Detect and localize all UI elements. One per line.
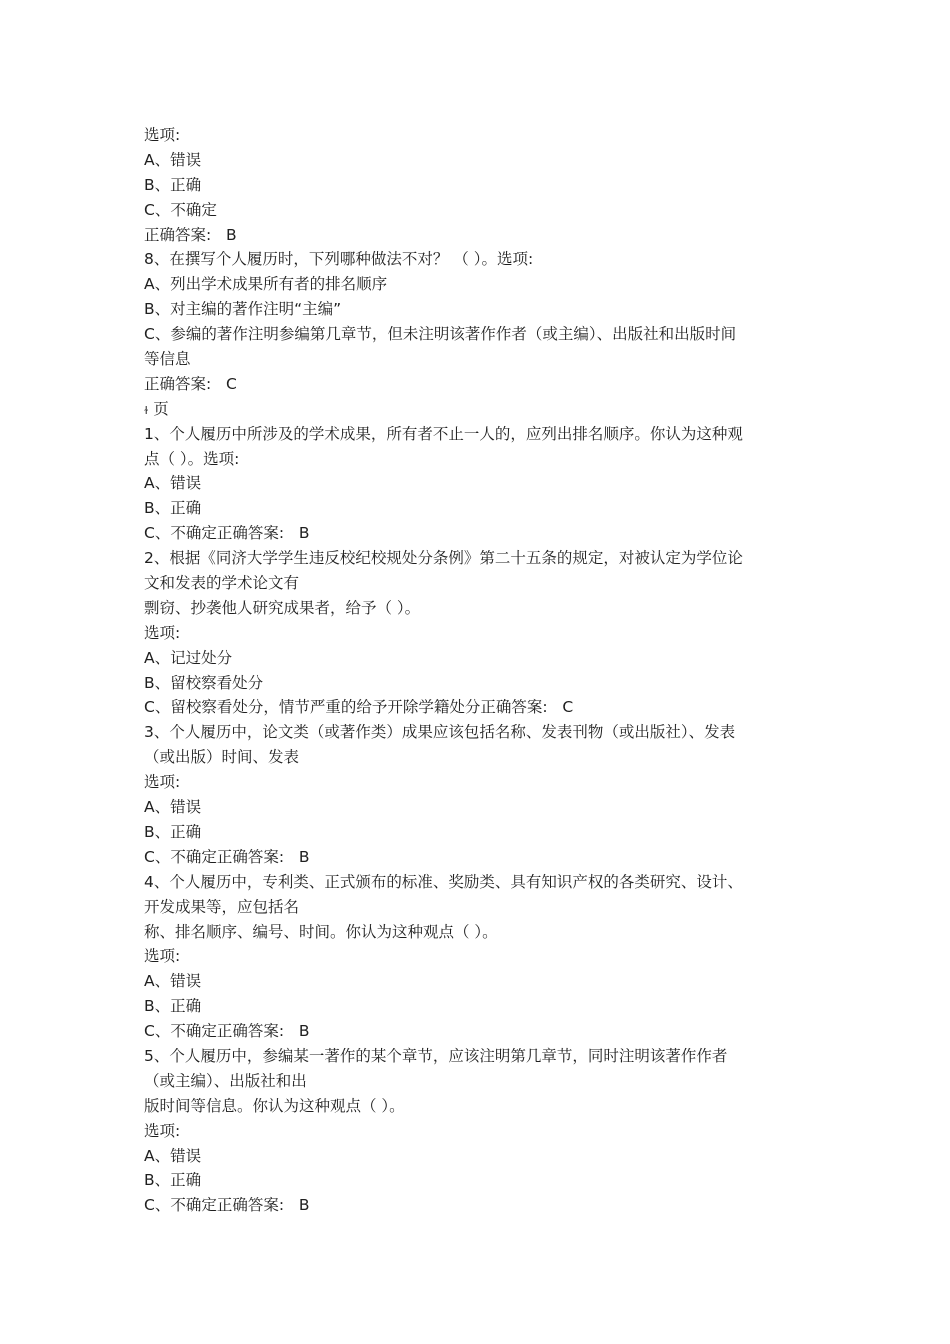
text-line: A、错误 bbox=[144, 972, 202, 991]
text-line: 选项: bbox=[144, 773, 181, 792]
text-line: B、正确 bbox=[144, 175, 202, 194]
text-line: A、列出学术成果所有者的排名顺序 bbox=[144, 275, 388, 294]
page-label: 页 bbox=[153, 399, 169, 418]
text-line: C、参编的著作注明参编第几章节，但未注明该著作作者（或主编）、出版社和出版时间 bbox=[144, 325, 737, 344]
text-line: 选项: bbox=[144, 623, 181, 642]
text-line: 1、个人履历中所涉及的学术成果，所有者不止一人的，应列出排名顺序。你认为这种观 bbox=[144, 424, 743, 443]
text-line: B、正确 bbox=[144, 499, 202, 518]
document-text bbox=[144, 123, 806, 1218]
text-line: C、不确定正确答案: B bbox=[144, 1196, 310, 1215]
text-line: 选项: bbox=[144, 1121, 181, 1140]
text-line: B、对主编的著作注明“主编” bbox=[144, 300, 342, 319]
text-line: C、不确定正确答案: B bbox=[144, 524, 310, 543]
text-line: B、正确 bbox=[144, 997, 202, 1016]
text-line: 3、个人履历中，论文类（或著作类）成果应该包括名称、发表刊物（或出版社）、发表 bbox=[144, 723, 736, 742]
text-line: A、错误 bbox=[144, 798, 202, 817]
text-line: A、错误 bbox=[144, 474, 202, 493]
text-line: 选项: bbox=[144, 126, 181, 144]
text-line: C、不确定正确答案: B bbox=[144, 847, 310, 866]
text-line: 文和发表的学术论文有 bbox=[144, 574, 300, 593]
text-line: C、不确定 bbox=[144, 200, 217, 219]
text-line: 称、排名顺序、编号、时间。你认为这种观点（ ）。 bbox=[144, 922, 498, 941]
text-line: 5、个人履历中，参编某一著作的某个章节，应该注明第几章节，同时注明该著作作者 bbox=[144, 1046, 728, 1065]
text-line: C、留校察看处分，情节严重的给予开除学籍处分正确答案: C bbox=[144, 698, 574, 717]
page-label-line bbox=[144, 397, 806, 422]
text-line: （或主编）、出版社和出 bbox=[144, 1071, 307, 1090]
text-line: 正确答案: C bbox=[144, 374, 237, 393]
text-line: 开发成果等，应包括名 bbox=[144, 897, 300, 916]
text-line: 点（ ）。选项: bbox=[144, 449, 240, 468]
text-line: （或出版）时间、发表 bbox=[144, 748, 300, 767]
text-line: C、不确定正确答案: B bbox=[144, 1022, 310, 1041]
text-line: B、正确 bbox=[144, 1171, 202, 1190]
text-line: B、留校察看处分 bbox=[144, 673, 264, 692]
page-mark: ɫ bbox=[144, 403, 149, 417]
text-line: B、正确 bbox=[144, 822, 202, 841]
text-line: 版时间等信息。你认为这种观点（ ）。 bbox=[144, 1096, 405, 1115]
text-line: A、错误 bbox=[144, 1146, 202, 1165]
text-line: 正确答案: B bbox=[144, 225, 237, 244]
text-line: 剽窃、抄袭他人研究成果者，给予（ ）。 bbox=[144, 598, 421, 617]
text-line: 等信息 bbox=[144, 350, 191, 369]
text-line: 选项: bbox=[144, 947, 181, 966]
text-line: A、错误 bbox=[144, 150, 202, 169]
text-line: 4、个人履历中，专利类、正式颁布的标准、奖励类、具有知识产权的各类研究、设计、 bbox=[144, 872, 743, 891]
text-line: 8、在撰写个人履历时，下列哪种做法不对？ （ ）。选项: bbox=[144, 250, 534, 269]
text-line: A、记过处分 bbox=[144, 648, 233, 667]
text-line: 2、根据《同济大学学生违反校纪校规处分条例》第二十五条的规定，对被认定为学位论 bbox=[144, 549, 743, 568]
